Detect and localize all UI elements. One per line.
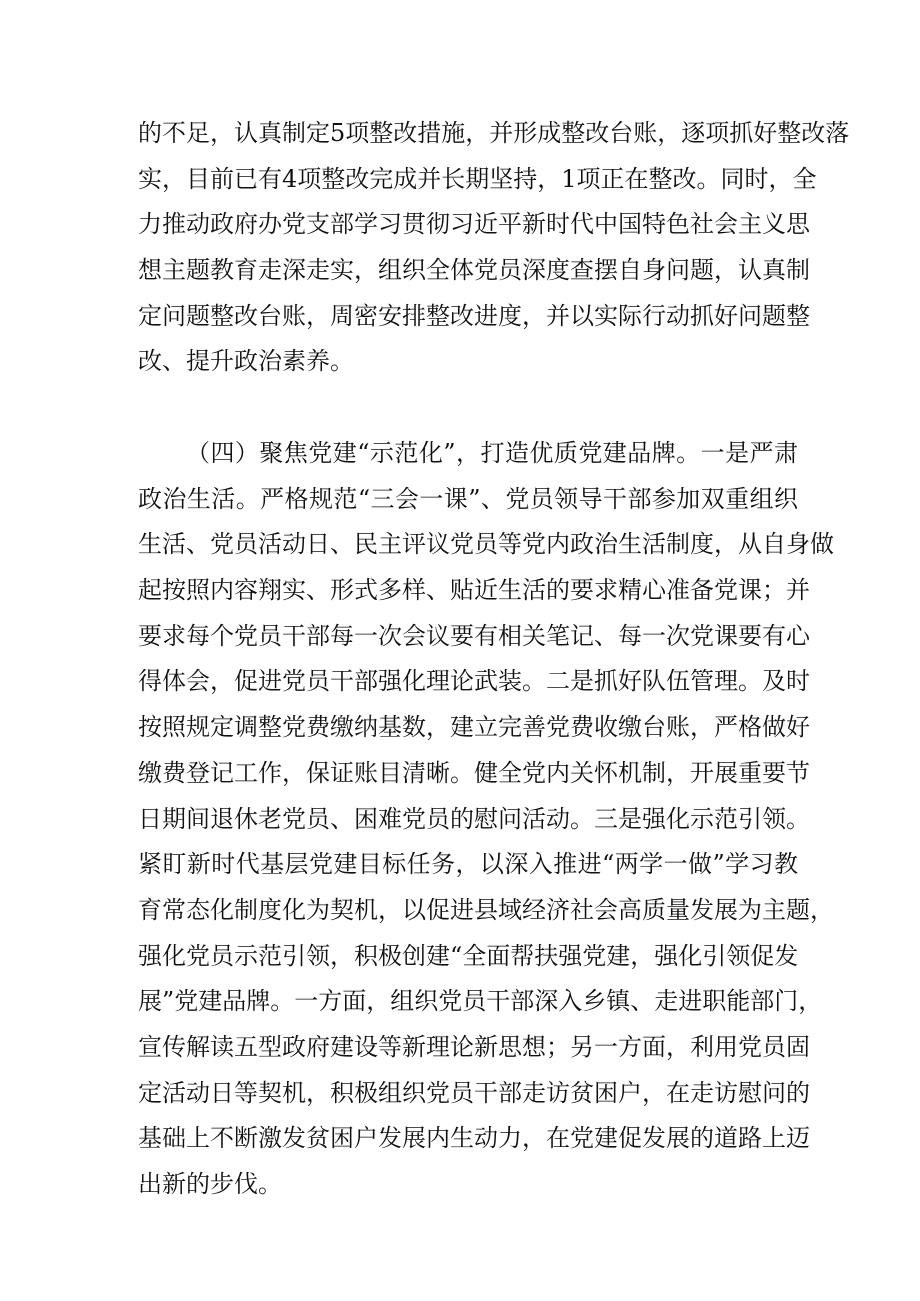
text-line: 起按照内容翔实、形式多样、贴近生活的要求精心准备党课；并 xyxy=(138,576,810,605)
text-line: 实，目前已有4项整改完成并长期坚持，1项正在整改。同时，全 xyxy=(138,164,817,193)
text-line: 按照规定调整党费缴纳基数，建立完善党费收缴台账，严格做好 xyxy=(138,713,810,742)
text-line: 改、提升政治素养。 xyxy=(138,347,354,376)
paragraph-party-building-brand xyxy=(138,431,834,1208)
section-heading-line: （四）聚焦党建“示范化”，打造优质党建品牌。一是严肃 xyxy=(186,439,798,467)
text-line: 得体会，促进党员干部强化理论武装。二是抓好队伍管理。及时 xyxy=(138,667,810,696)
text-line: 定活动日等契机，积极组织党员干部走访贫困户，在走访慰问的 xyxy=(138,1078,810,1107)
text-line: 政治生活。严格规范“三会一课”、党员领导干部参加双重组织 xyxy=(138,484,798,513)
paragraph-rectification xyxy=(138,111,850,385)
text-line: 缴费登记工作，保证账目清晰。健全党内关怀机制，开展重要节 xyxy=(138,758,810,787)
text-line: 基础上不断激发贫困户发展内生动力，在党建促发展的道路上迈 xyxy=(138,1124,810,1153)
text-line: 宣传解读五型政府建设等新理论新思想；另一方面，利用党员固 xyxy=(138,1032,810,1061)
text-line: 日期间退休老党员、困难党员的慰问活动。三是强化示范引领。 xyxy=(138,804,810,833)
text-line: 展”党建品牌。一方面，组织党员干部深入乡镇、走进职能部门， xyxy=(138,987,823,1016)
text-line: 强化党员示范引领，积极创建“全面帮扶强党建，强化引领促发 xyxy=(138,941,799,970)
text-line: 生活、党员活动日、民主评议党员等党内政治生活制度，从自身做 xyxy=(138,530,834,559)
text-line: 的不足，认真制定5项整改措施，并形成整改台账，逐项抓好整改落 xyxy=(138,119,850,147)
text-line: 力推动政府办党支部学习贯彻习近平新时代中国特色社会主义思 xyxy=(138,210,810,239)
text-line: 出新的步伐。 xyxy=(138,1170,282,1198)
text-line: 想主题教育走深走实，组织全体党员深度查摆自身问题，认真制 xyxy=(138,256,810,285)
text-line: 育常态化制度化为契机，以促进县域经济社会高质量发展为主题， xyxy=(138,895,834,924)
text-line: 定问题整改台账，周密安排整改进度，并以实际行动抓好问题整 xyxy=(138,301,810,330)
text-line: 紧盯新时代基层党建目标任务，以深入推进“两学一做”学习教 xyxy=(138,850,798,879)
text-line: 要求每个党员干部每一次会议要有相关笔记、每一次党课要有心 xyxy=(138,621,810,650)
